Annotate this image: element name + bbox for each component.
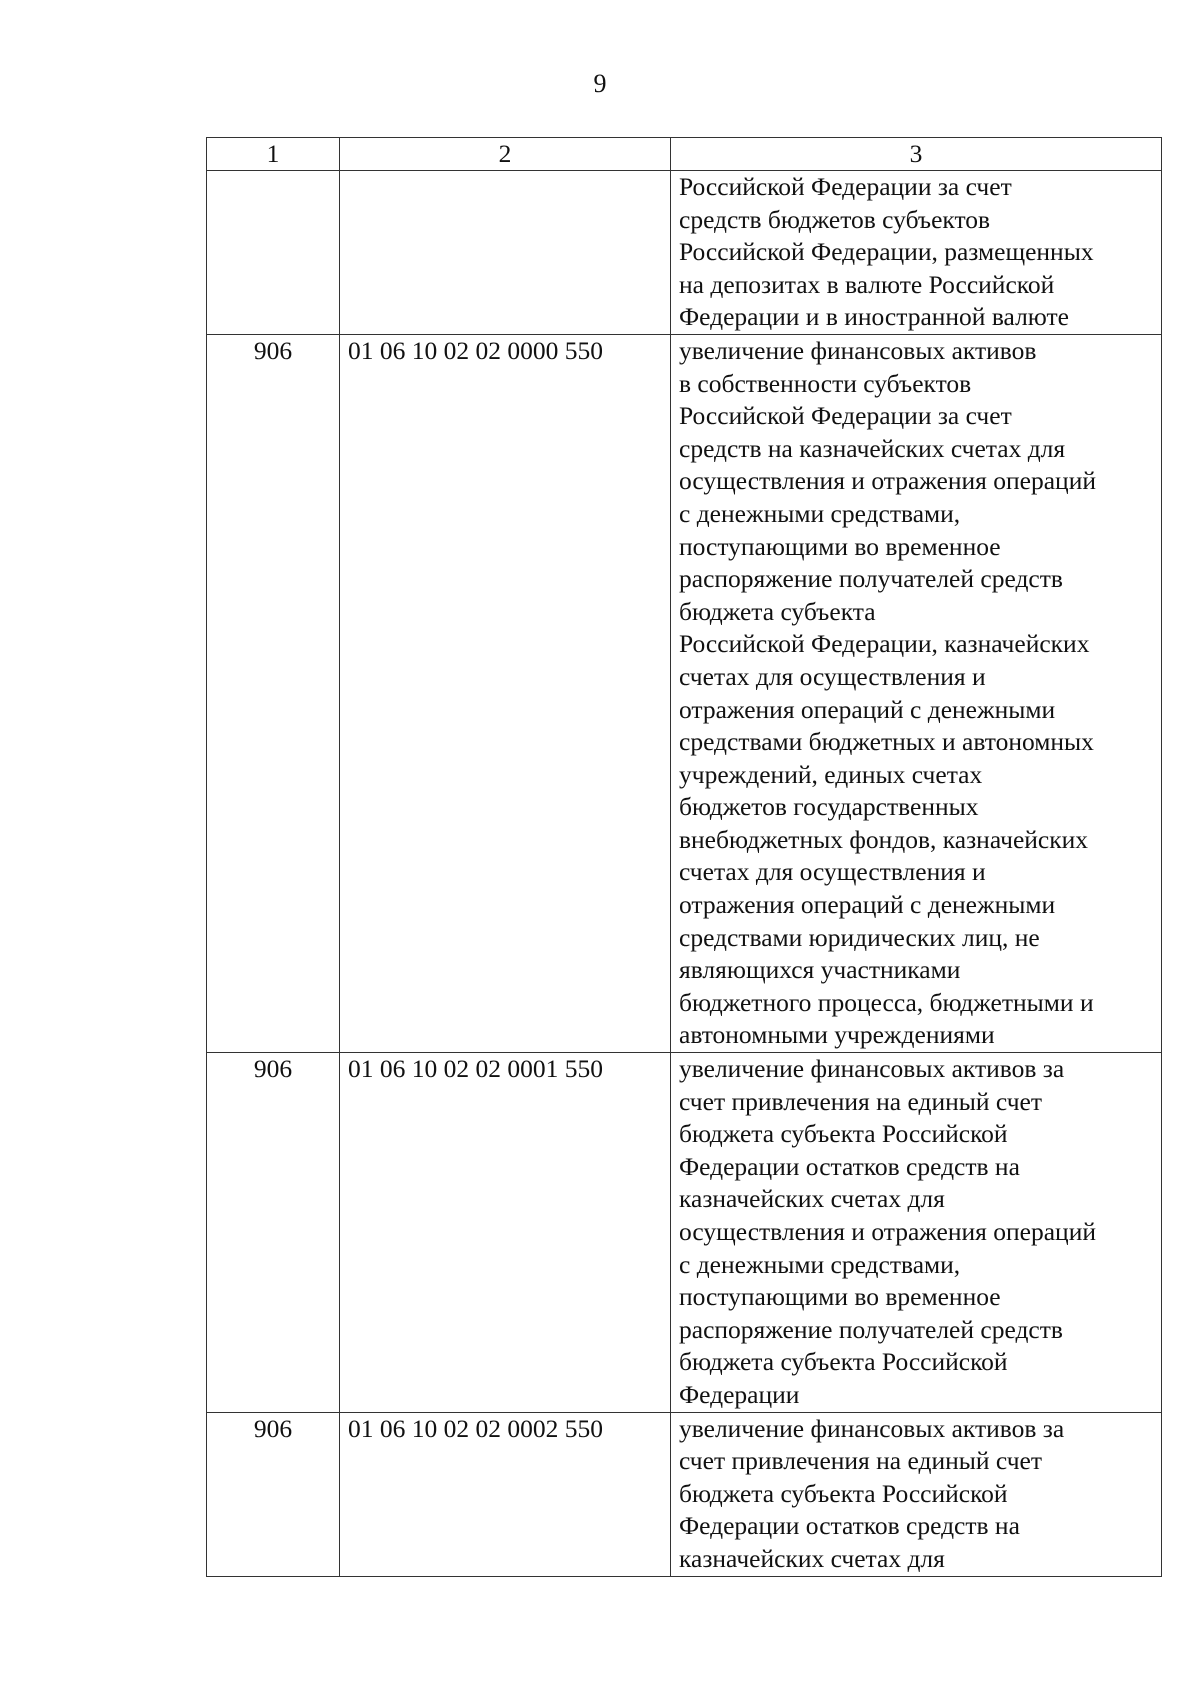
header-col-1: 1	[207, 138, 340, 171]
description-cell	[671, 171, 1162, 335]
description-line: счетах для осуществления и	[679, 661, 986, 691]
description-line: Российской Федерации за счет	[679, 172, 1012, 201]
description-line: бюджета субъекта Российской	[679, 1119, 1008, 1149]
description-line: счетах для осуществления и	[679, 857, 986, 887]
description-line: осуществления и отражения операций	[679, 1217, 1096, 1246]
description-line: Федерации остатков средств на	[679, 1511, 1020, 1541]
description-line: увеличение финансовых активов	[679, 335, 1037, 365]
description-cell	[671, 1053, 1162, 1413]
description-line: с денежными средствами,	[679, 498, 961, 528]
description-line: увеличение финансовых активов за	[679, 1413, 1065, 1443]
description-line: бюджетов государственных	[679, 792, 979, 822]
classification-code-cell: 01 06 10 02 02 0000 550	[340, 334, 671, 1052]
description-line: средствами бюджетных и автономных	[679, 727, 1094, 757]
classification-code-cell: 01 06 10 02 02 0002 550	[340, 1412, 671, 1576]
table-row	[207, 1053, 1162, 1413]
description-line: Российской Федерации, казначейских	[679, 629, 1090, 659]
description-line: Федерации	[679, 1379, 800, 1409]
admin-code-cell: 906	[207, 1412, 340, 1576]
description-cell	[671, 334, 1162, 1052]
description-line: бюджетного процесса, бюджетными и	[679, 987, 1094, 1017]
description-line: отражения операций с денежными	[679, 694, 1056, 724]
description-line: отражения операций с денежными	[679, 890, 1056, 920]
table-body	[207, 171, 1162, 1577]
description-line: средств на казначейских счетах для	[679, 433, 1066, 463]
description-cell	[671, 1412, 1162, 1576]
description-line: Федерации остатков средств на	[679, 1151, 1020, 1181]
description-line: распоряжение получателей средств	[679, 564, 1063, 594]
description-line: распоряжение получателей средств	[679, 1314, 1063, 1344]
admin-code-cell	[207, 171, 340, 335]
description-line: Федерации и в иностранной валюте	[679, 302, 1069, 332]
description-line: учреждений, единых счетах	[679, 759, 983, 789]
classification-code-cell: 01 06 10 02 02 0001 550	[340, 1053, 671, 1413]
description-line: счет привлечения на единый счет	[679, 1446, 1043, 1476]
description-line: являющихся участниками	[679, 955, 961, 985]
description-line: счет привлечения на единый счет	[679, 1086, 1043, 1116]
classification-code-cell	[340, 171, 671, 335]
description-line: Российской Федерации за счет	[679, 401, 1012, 431]
header-col-2: 2	[340, 138, 671, 171]
description-line: увеличение финансовых активов за	[679, 1054, 1065, 1084]
table-header-row	[207, 138, 1162, 171]
table-row	[207, 171, 1162, 335]
table-row	[207, 1412, 1162, 1576]
description-line: бюджета субъекта Российской	[679, 1347, 1008, 1377]
admin-code-cell: 906	[207, 1053, 340, 1413]
description-line: средств бюджетов субъектов	[679, 204, 991, 234]
description-line: на депозитах в валюте Российской	[679, 269, 1055, 299]
description-line: казначейских счетах для	[679, 1543, 945, 1573]
description-line: средствами юридических лиц, не	[679, 922, 1040, 952]
description-line: поступающими во временное	[679, 531, 1001, 561]
description-line: бюджета субъекта Российской	[679, 1478, 1008, 1508]
header-col-3: 3	[671, 138, 1162, 171]
description-line: внебюджетных фондов, казначейских	[679, 824, 1089, 854]
description-line: поступающими во временное	[679, 1282, 1001, 1312]
description-line: в собственности субъектов	[679, 368, 972, 398]
page-number: 9	[593, 69, 607, 98]
description-line: бюджета субъекта	[679, 596, 876, 626]
description-line: казначейских счетах для	[679, 1184, 945, 1214]
description-line: осуществления и отражения операций	[679, 466, 1096, 496]
description-line: с денежными средствами,	[679, 1249, 961, 1279]
admin-code-cell: 906	[207, 334, 340, 1052]
budget-classification-table	[206, 137, 1162, 1577]
description-line: Российской Федерации, размещенных	[679, 237, 1094, 267]
table-row	[207, 334, 1162, 1052]
description-line: автономными учреждениями	[679, 1020, 995, 1050]
